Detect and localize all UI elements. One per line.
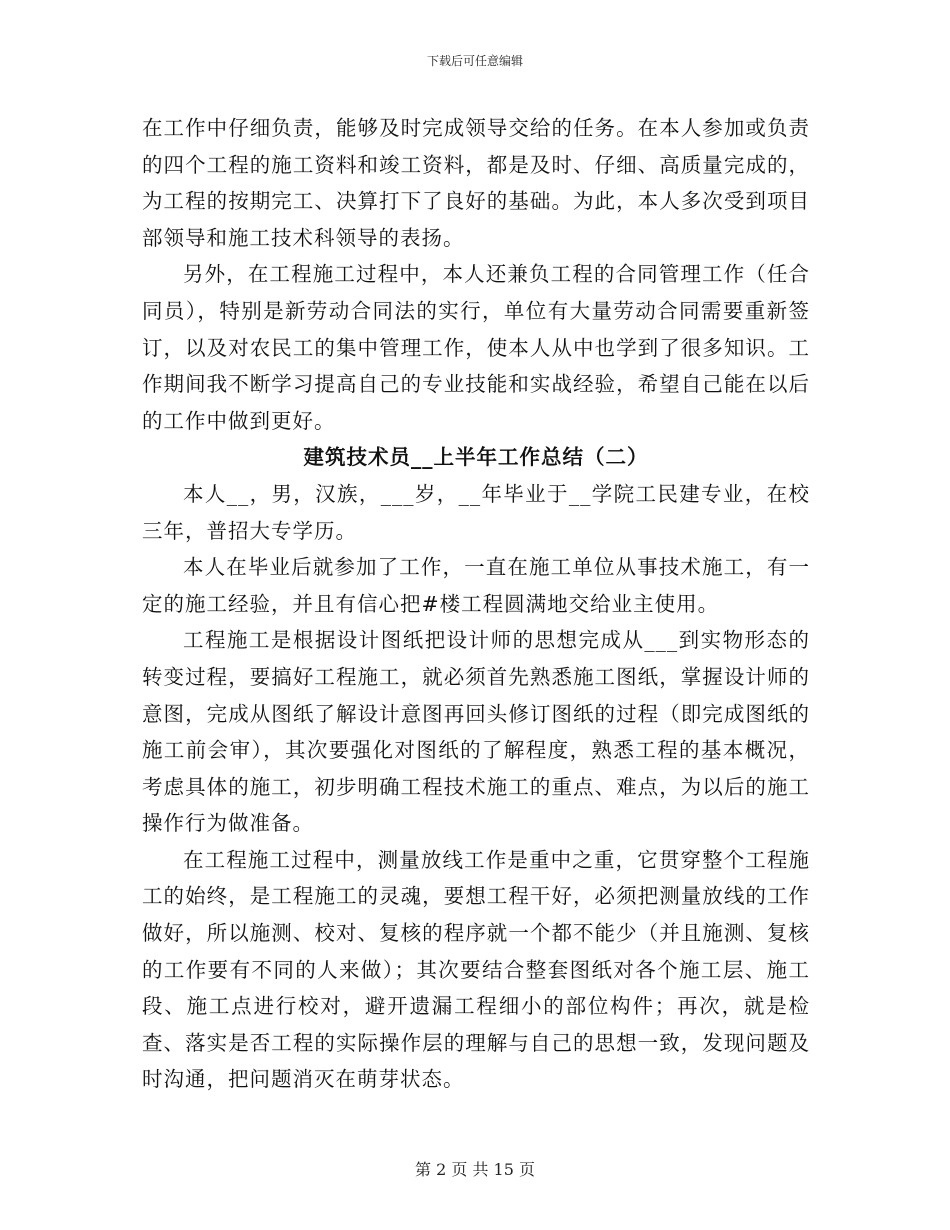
paragraph-continuation: 在工作中仔细负责，能够及时完成领导交给的任务。在本人参加或负责的四个工程的施工资料和竣工资料，都是及时、仔细、高质量完成的，为工程的按期完工、决算打下了良好的基础。为此，本人多次受到项目部领导和施工技术科领导的表扬。 — [142, 116, 810, 250]
page-header: 下载后可任意编辑 — [426, 54, 523, 68]
section-title: 建筑技术员__上半年工作总结（二） — [303, 445, 649, 470]
paragraph-surveying: 在工程施工过程中，测量放线工作是重中之重，它贯穿整个工程施工的始终，是工程施工的灵魂，要想工程干好，必须把测量放线的工作做好，所以施测、校对、复核的程序就一个都不能少（并且施测、复核的工作要有不同的人来做）；其次要结合整套图纸对各个施工层、施工段、施工点进行校对，避开遗漏工程细小的部位构件；再次，就是检查、落实是否工程的实际操作层的理解与自己的思想一致，发现问题及时沟通，把问题消灭在萌芽状态。 — [142, 847, 810, 1092]
paragraph-drawings: 工程施工是根据设计图纸把设计师的思想完成从___到实物形态的转变过程，要搞好工程施工，就必须首先熟悉施工图纸，掌握设计师的意图，完成从图纸了解设计意图再回头修订图纸的过程（即完成图纸的施工前会审），其次要强化对图纸的了解程度，熟悉工程的基本概况，考虑具体的施工，初步明确工程技术施工的重点、难点，为以后的施工操作行为做准备。 — [142, 628, 810, 836]
paragraph-personal-info: 本人__，男，汉族，___岁，__年毕业于__学院工民建专业，在校三年，普招大专学历。 — [142, 481, 810, 543]
document-body — [142, 110, 810, 1098]
paragraph-experience: 本人在毕业后就参加了工作，一直在施工单位从事技术施工，有一定的施工经验，并且有信心把#楼工程圆满地交给业主使用。 — [142, 555, 810, 616]
paragraph-contract-management: 另外，在工程施工过程中，本人还兼负工程的合同管理工作（任合同员），特别是新劳动合同法的实行，单位有大量劳动合同需要重新签订，以及对农民工的集中管理工作，使本人从中也学到了很多知识。工作期间我不断学习提高自己的专业技能和实战经验，希望自己能在以后的工作中做到更好。 — [142, 262, 810, 433]
page-footer: 第 2 页 共 15 页 — [415, 1160, 535, 1179]
